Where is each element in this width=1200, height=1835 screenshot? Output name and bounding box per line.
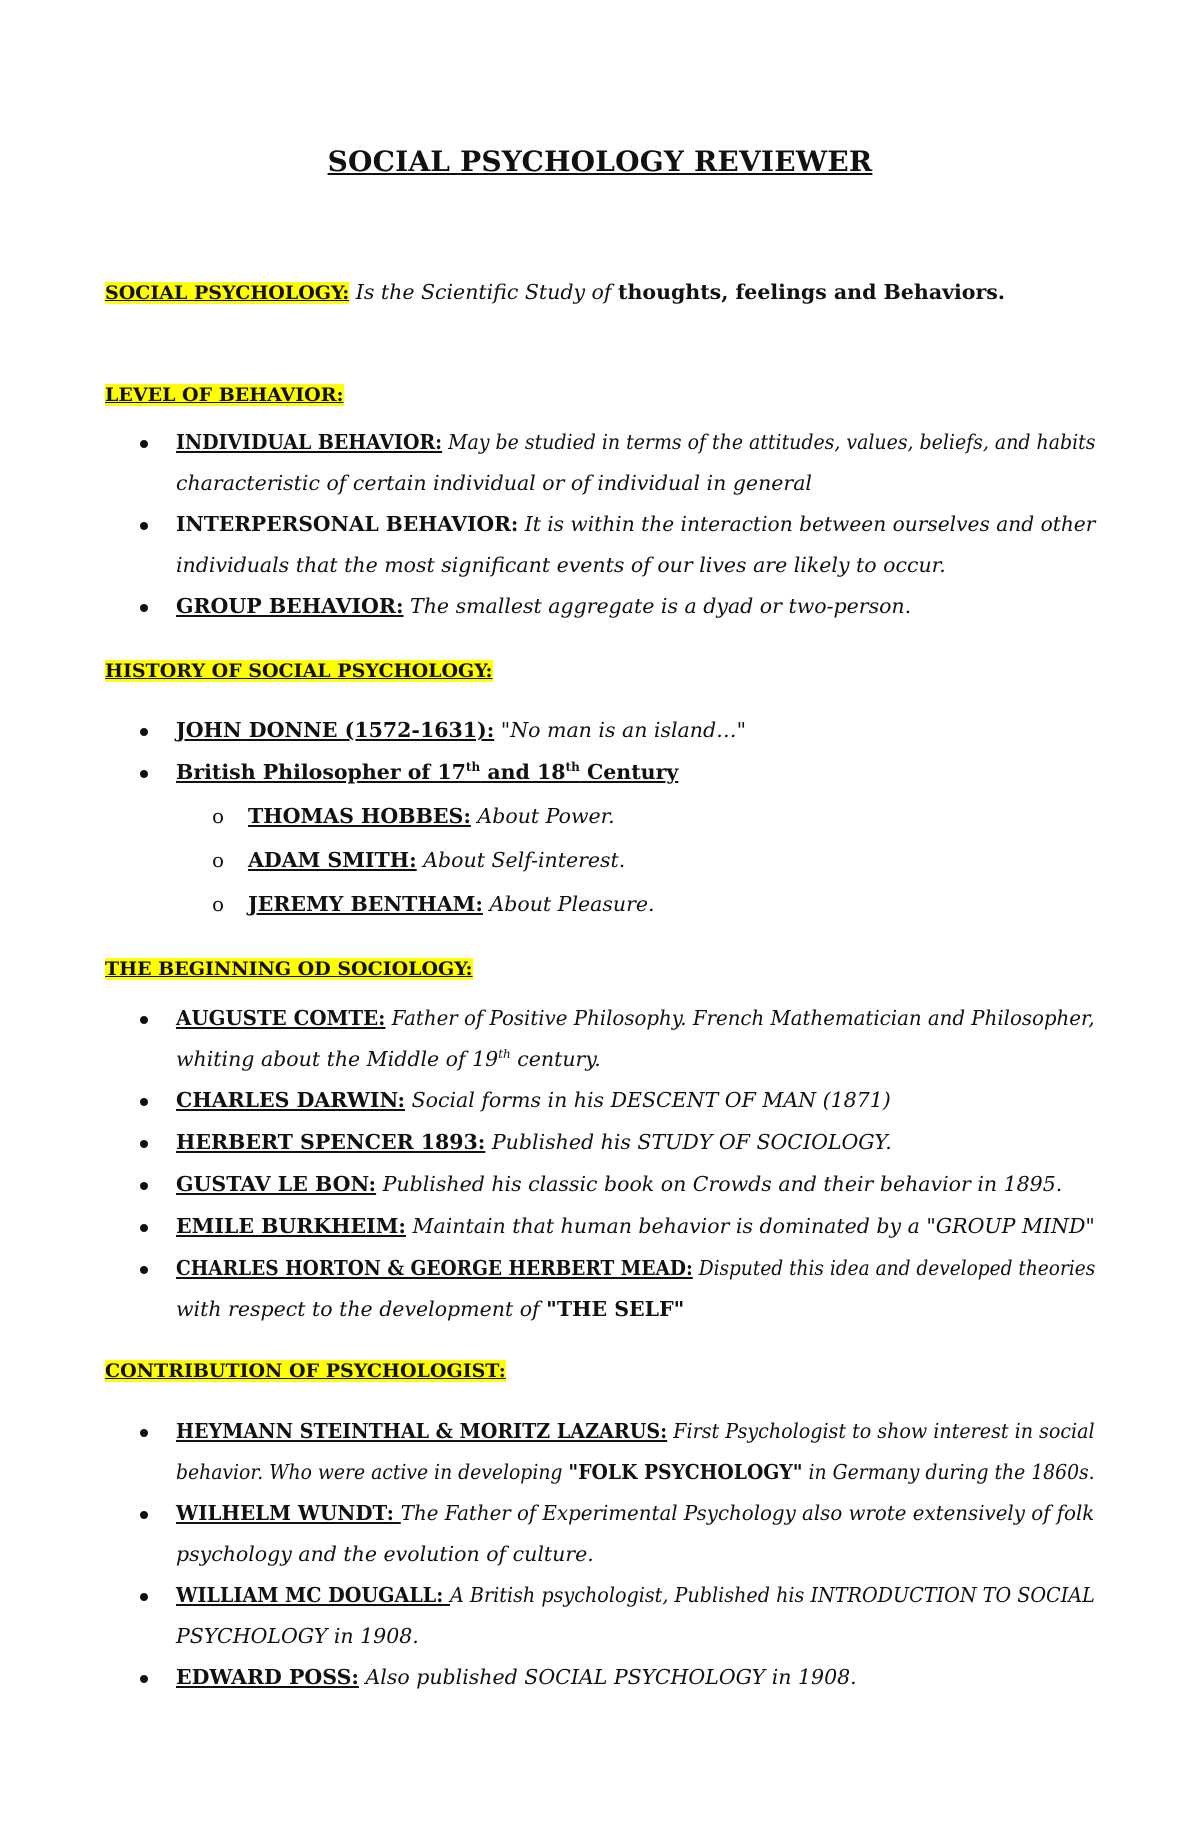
item-label: CHARLES DARWIN:: [176, 1088, 406, 1112]
list-item-horton-cont: [176, 1297, 684, 1321]
list-item-wundt: [176, 1501, 1094, 1525]
item-label: CHARLES HORTON & GEORGE HERBERT MEAD:: [176, 1256, 693, 1280]
list-item-dougall: [176, 1583, 1095, 1607]
definition-label: SOCIAL PSYCHOLOGY:: [105, 282, 350, 304]
item-text: behavior. Who were active in developing: [176, 1460, 569, 1484]
bullet-icon: [140, 770, 148, 778]
list-item-hobbes: [248, 804, 615, 828]
list-item-smith: [248, 848, 625, 872]
list-item-interpersonal: [176, 512, 1095, 536]
document-title: SOCIAL PSYCHOLOGY REVIEWER: [327, 145, 873, 178]
list-item-darwin: [176, 1088, 891, 1112]
bullet-icon: [140, 1098, 148, 1106]
item-label: ADAM SMITH:: [248, 848, 417, 872]
british-pre: British Philosopher of 17: [176, 760, 466, 784]
item-label: HEYMANN STEINTHAL & MORITZ LAZARUS:: [176, 1419, 668, 1443]
bullet-icon: [140, 728, 148, 736]
bullet-icon: [140, 1593, 148, 1601]
item-text: First Psychologist to show interest in social: [667, 1419, 1095, 1443]
item-label: AUGUSTE COMTE:: [176, 1006, 386, 1030]
level-heading: [105, 382, 344, 406]
item-text: About Power.: [470, 804, 615, 828]
history-heading: [105, 658, 493, 682]
bullet-icon: [140, 1224, 148, 1232]
circle-bullet-icon: o: [212, 848, 225, 872]
item-label: INDIVIDUAL BEHAVIOR:: [176, 430, 443, 454]
list-item-burkheim: [176, 1214, 1095, 1238]
bullet-icon: [140, 1140, 148, 1148]
item-label: WILHELM WUNDT:: [176, 1501, 401, 1525]
item-text: whiting about the Middle of 19: [176, 1047, 499, 1071]
item-text-bold: "FOLK PSYCHOLOGY": [568, 1460, 803, 1484]
list-item-individual-cont: characteristic of certain individual or of individual in general: [176, 471, 812, 495]
comte-sup: th: [498, 1047, 511, 1062]
list-item-comte: [176, 1006, 1095, 1030]
item-label: EDWARD POSS:: [176, 1665, 359, 1689]
item-label: JEREMY BENTHAM:: [248, 892, 483, 916]
bullet-icon: [140, 1675, 148, 1683]
list-item-dougall-cont: PSYCHOLOGY in 1908.: [176, 1624, 419, 1648]
bullet-icon: [140, 604, 148, 612]
item-text: A British psychologist, Published his INTRODUCTION TO SOCIAL: [450, 1583, 1095, 1607]
bullet-icon: [140, 522, 148, 530]
contribution-heading: [105, 1358, 506, 1382]
item-text: Social forms in his DESCENT OF MAN (1871): [405, 1088, 891, 1112]
list-item-comte-cont: [176, 1047, 601, 1071]
list-item-steinthal: [176, 1419, 1095, 1443]
level-heading-text: LEVEL OF BEHAVIOR:: [105, 384, 344, 406]
item-label: WILLIAM MC DOUGALL:: [176, 1583, 451, 1607]
circle-bullet-icon: o: [212, 892, 225, 916]
bullet-icon: [140, 1429, 148, 1437]
list-item-donne: [176, 718, 746, 742]
item-text: Father of Positive Philosophy. French Mathematician and Philosopher,: [385, 1006, 1095, 1030]
item-text: About Pleasure.: [482, 892, 655, 916]
list-item-lebon: [176, 1172, 1062, 1196]
definition-line: [105, 280, 1005, 304]
bullet-icon: [140, 1511, 148, 1519]
list-item-group: [176, 594, 911, 618]
british-sup1: th: [465, 760, 481, 775]
item-text: Published his classic book on Crowds and their behavior in 1895.: [376, 1172, 1063, 1196]
item-text: century.: [510, 1047, 601, 1071]
british-mid: and 18: [480, 760, 566, 784]
item-text: The Father of Experimental Psychology also wrote extensively of folk: [400, 1501, 1095, 1525]
beginning-heading: [105, 956, 473, 980]
item-text: It is within the interaction between ourselves and other: [518, 512, 1096, 536]
item-text: The smallest aggregate is a dyad or two-person.: [403, 594, 912, 618]
item-label: GUSTAV LE BON:: [176, 1172, 377, 1196]
item-text: "No man is an island…": [494, 718, 747, 742]
item-text: Published his STUDY OF SOCIOLOGY.: [485, 1130, 892, 1154]
bullet-icon: [140, 1016, 148, 1024]
list-item-poss: [176, 1665, 857, 1689]
list-item-bentham: [248, 892, 655, 916]
item-label: EMILE BURKHEIM:: [176, 1214, 406, 1238]
list-item-interpersonal-cont: individuals that the most significant events of our lives are likely to occur.: [176, 553, 946, 577]
list-item-individual: [176, 430, 1095, 454]
circle-bullet-icon: o: [212, 804, 225, 828]
list-item-spencer: [176, 1130, 892, 1154]
bullet-icon: [140, 1266, 148, 1274]
item-label: JOHN DONNE (1572-1631):: [176, 718, 495, 742]
definition-bold: thoughts, feelings and Behaviors.: [618, 280, 1005, 304]
item-text: Also published SOCIAL PSYCHOLOGY in 1908.: [358, 1665, 857, 1689]
list-item-british: [176, 760, 678, 784]
item-text-bold: "THE SELF": [546, 1297, 685, 1321]
item-text: May be studied in terms of the attitudes, values, beliefs, and habits: [442, 430, 1096, 454]
item-text: Maintain that human behavior is dominated by a "GROUP MIND": [405, 1214, 1095, 1238]
definition-italic: Is the Scientific Study of: [349, 280, 619, 304]
list-item-horton: [176, 1256, 1095, 1280]
item-label: GROUP BEHAVIOR:: [176, 594, 404, 618]
bullet-icon: [140, 1182, 148, 1190]
item-text: About Self-interest.: [416, 848, 626, 872]
list-item-steinthal-cont: [176, 1460, 1095, 1484]
bullet-icon: [140, 440, 148, 448]
item-text: with respect to the development of: [176, 1297, 547, 1321]
beginning-heading-text: THE BEGINNING OD SOCIOLOGY:: [105, 958, 473, 980]
item-label: HERBERT SPENCER 1893:: [176, 1130, 486, 1154]
item-label: THOMAS HOBBES:: [248, 804, 471, 828]
british-sup2: th: [565, 760, 580, 775]
item-text: Disputed this idea and developed theories: [692, 1256, 1096, 1280]
history-heading-text: HISTORY OF SOCIAL PSYCHOLOGY:: [105, 660, 493, 682]
contribution-heading-text: CONTRIBUTION OF PSYCHOLOGIST:: [105, 1360, 506, 1382]
item-text: in Germany during the 1860s.: [802, 1460, 1095, 1484]
list-item-wundt-cont: psychology and the evolution of culture.: [176, 1542, 594, 1566]
item-label: INTERPERSONAL BEHAVIOR:: [176, 512, 519, 536]
british-post: Century: [579, 760, 679, 784]
